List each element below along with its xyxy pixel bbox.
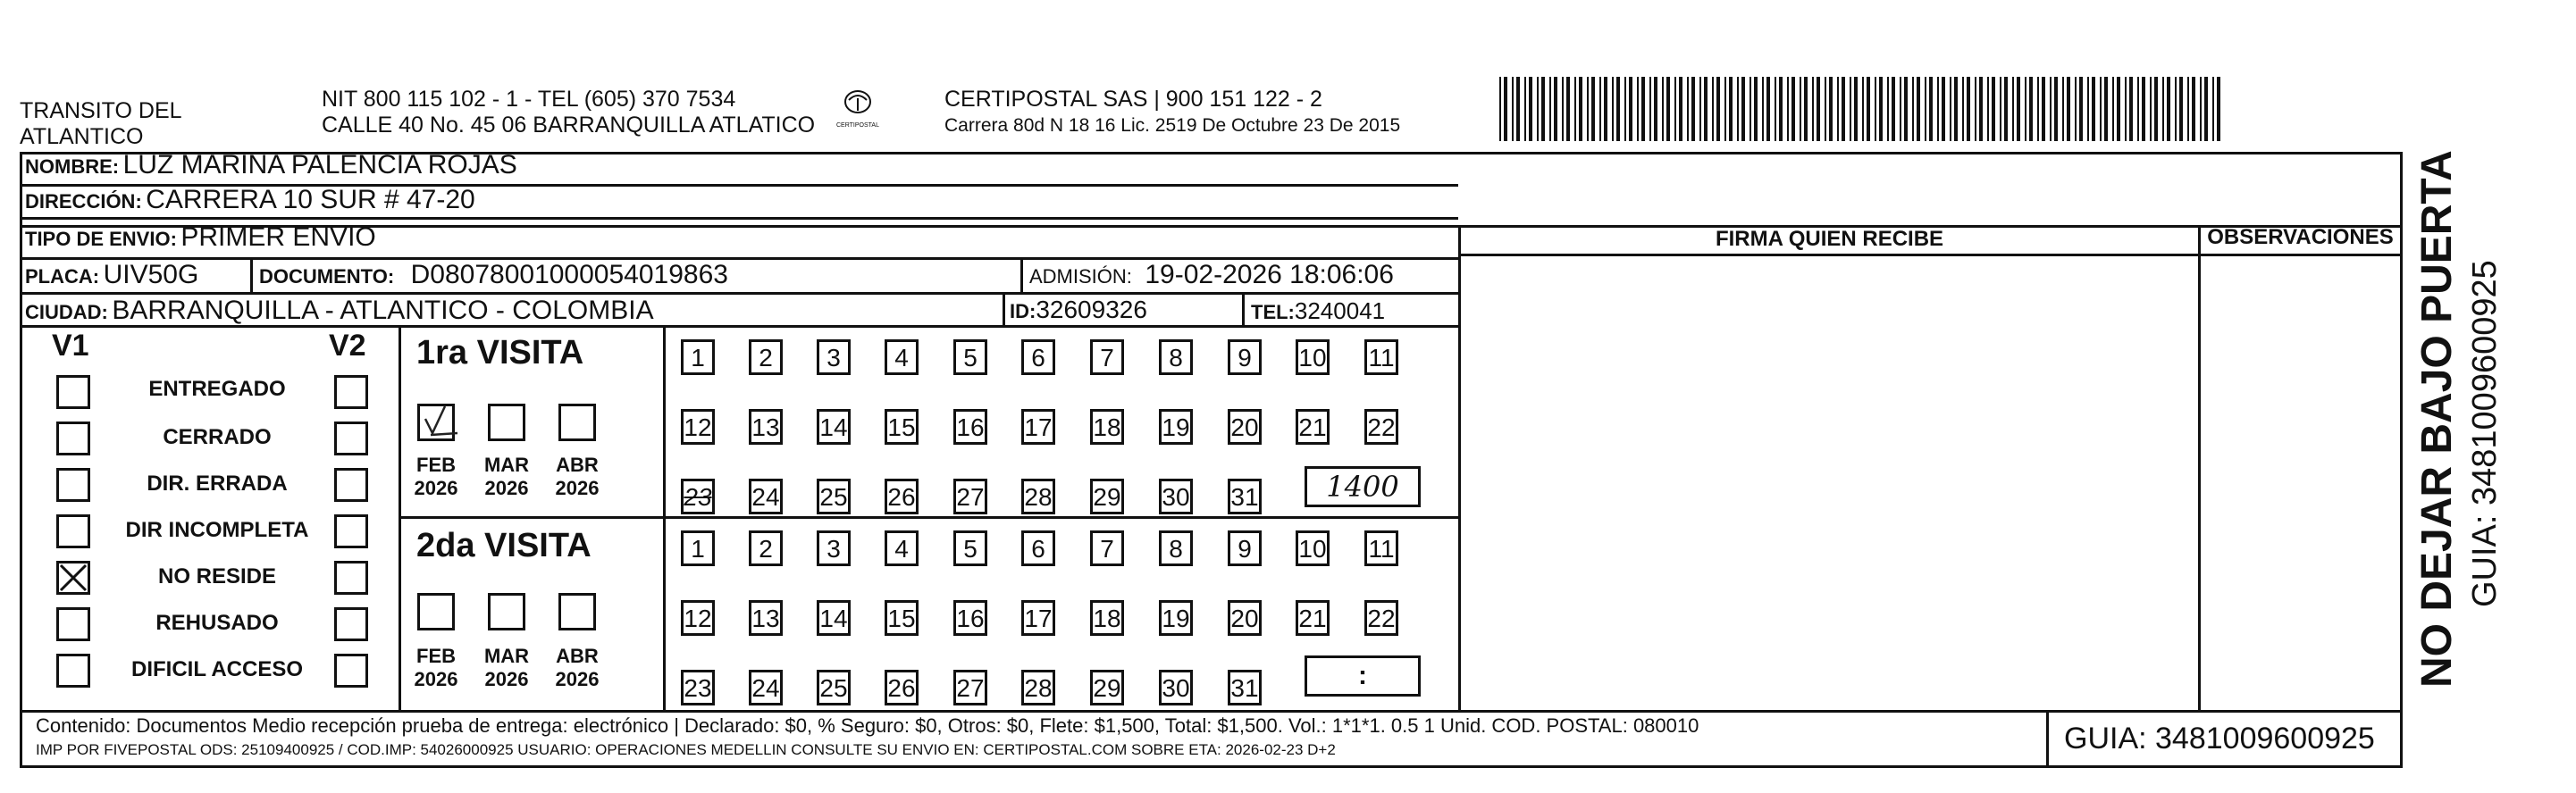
barcode-bar	[2142, 77, 2145, 141]
second-month-feb	[409, 645, 463, 691]
barcode-bar	[1912, 77, 1914, 141]
barcode-bar	[1979, 77, 1983, 141]
first-day-box[interactable]: 5	[953, 339, 987, 375]
admision-label: ADMISIÓN:	[1029, 265, 1132, 288]
barcode-bar	[1612, 77, 1614, 141]
barcode-bar	[1879, 77, 1883, 141]
status-dir-errada: DIR. ERRADA	[147, 472, 288, 496]
barcode-bar	[1892, 77, 1895, 141]
barcode-bar	[1512, 77, 1514, 141]
barcode-bar	[1875, 77, 1876, 141]
barcode-bar	[1766, 77, 1770, 141]
barcode-bar	[1962, 77, 1964, 141]
barcode-bar	[1599, 77, 1601, 141]
first-day-box[interactable]: 3	[817, 339, 851, 375]
v2-label: V2	[329, 329, 366, 363]
second-day-box[interactable]: 17	[1021, 600, 1055, 636]
first-day-box[interactable]: 31	[1228, 479, 1262, 514]
month-name: MAR	[483, 645, 530, 667]
first-abr-checkbox[interactable]	[558, 404, 596, 441]
sender-line-2: ATLANTICO	[20, 124, 144, 149]
barcode-bar	[1954, 77, 1958, 141]
barcode-bar	[1574, 77, 1576, 141]
barcode-bar	[1942, 77, 1945, 141]
barcode-bar	[2117, 77, 2120, 141]
barcode-bar	[1775, 77, 1776, 141]
first-day-box[interactable]: 6	[1021, 339, 1055, 375]
month-name: FEB	[416, 454, 456, 476]
documento-value: D08078001000054019863	[410, 260, 728, 289]
barcode-bar	[1666, 77, 1670, 141]
company-line: CERTIPOSTAL SAS | 900 151 122 - 2	[944, 87, 1322, 112]
tipo-row	[25, 222, 376, 253]
status-rehusado: REHUSADO	[155, 611, 279, 635]
barcode-bar	[1804, 77, 1808, 141]
barcode-bar	[1829, 77, 1833, 141]
documento-label: DOCUMENTO:	[259, 265, 395, 288]
barcode-bar	[2004, 77, 2008, 141]
month-year: 2026	[555, 477, 600, 499]
barcode-bar	[1616, 77, 1620, 141]
month-year: 2026	[414, 477, 458, 499]
barcode-bar	[2092, 77, 2095, 141]
nombre-row	[25, 150, 517, 180]
first-mar-checkbox[interactable]	[488, 404, 525, 441]
barcode-bar	[1817, 77, 1820, 141]
month-name: ABR	[556, 645, 599, 667]
barcode-bar	[2167, 77, 2170, 141]
barcode-bar	[1654, 77, 1657, 141]
second-visit-time-field[interactable]: :	[1305, 655, 1421, 697]
first-day-box[interactable]: 27	[953, 479, 987, 514]
status-dificil-acceso: DIFICIL ACCESO	[130, 657, 303, 681]
ciudad-value: BARRANQUILLA - ATLANTICO - COLOMBIA	[112, 296, 654, 325]
barcode-bar	[2179, 77, 2183, 141]
second-day-box[interactable]: 8	[1159, 530, 1193, 566]
month-name: MAR	[483, 454, 530, 476]
barcode-bar	[1987, 77, 1989, 141]
second-day-box[interactable]: 31	[1228, 670, 1262, 705]
barcode-bar	[1741, 77, 1745, 141]
barcode-bar	[1917, 77, 1920, 141]
second-day-box[interactable]: 3	[817, 530, 851, 566]
barcode-bar	[2154, 77, 2158, 141]
barcode-bar	[1566, 77, 1570, 141]
month-year: 2026	[484, 477, 529, 499]
barcode-bar	[1662, 77, 1664, 141]
second-day-box[interactable]: 26	[885, 670, 919, 705]
footer-guia: GUIA: 3481009600925	[2064, 722, 2375, 755]
documento-row	[259, 260, 728, 290]
second-day-box[interactable]: 5	[953, 530, 987, 566]
barcode-bar	[1749, 77, 1751, 141]
footer-contenido: Contenido: Documentos Medio recepción prueba de entrega: electrónico | Declarado: $0, % Seguro: $0, Otros: $0, Flete: $1,500, Total: $1,500. Vol.: 1*1*1. 0.5 1 Unid. COD. POSTAL: 080010	[36, 714, 1699, 737]
second-day-box[interactable]: 24	[749, 670, 783, 705]
barcode-bar	[2187, 77, 2189, 141]
barcode-bar	[2125, 77, 2127, 141]
barcode-bar	[2129, 77, 2133, 141]
observations-area[interactable]	[2201, 256, 2400, 710]
barcode-bar	[2029, 77, 2033, 141]
second-day-box[interactable]: 18	[1090, 600, 1124, 636]
second-day-box[interactable]: 9	[1228, 530, 1262, 566]
barcode-bar	[1762, 77, 1764, 141]
barcode-bar	[2075, 77, 2077, 141]
second-day-box[interactable]: 10	[1296, 530, 1330, 566]
sender-name	[20, 98, 182, 150]
direccion-value: CARRERA 10 SUR # 47-20	[146, 185, 475, 214]
barcode-bar	[1499, 77, 1501, 141]
second-day-box[interactable]: 15	[885, 600, 919, 636]
barcode-bar	[1825, 77, 1826, 141]
barcode-bar	[1992, 77, 1995, 141]
second-day-box[interactable]: 16	[953, 600, 987, 636]
barcode-bar	[1800, 77, 1801, 141]
second-day-box[interactable]: 22	[1364, 600, 1398, 636]
second-day-box[interactable]: 30	[1159, 670, 1193, 705]
second-day-box[interactable]: 7	[1090, 530, 1124, 566]
nombre-label: NOMBRE:	[25, 155, 120, 178]
second-month-abr	[550, 645, 604, 691]
barcode-bar	[2192, 77, 2195, 141]
barcode-bar	[1950, 77, 1951, 141]
first-day-box[interactable]: 25	[817, 479, 851, 514]
address-line: CALLE 40 No. 45 06 BARRANQUILLA ATLATICO	[322, 113, 816, 138]
barcode-bar	[1704, 77, 1708, 141]
barcode-bar	[1854, 77, 1858, 141]
barcode-bar	[1629, 77, 1632, 141]
first-day-box[interactable]: 12	[681, 409, 715, 445]
barcode-bar	[1637, 77, 1639, 141]
sender-info	[322, 87, 815, 138]
barcode-bar	[1975, 77, 1976, 141]
barcode-bar	[2212, 77, 2214, 141]
barcode-bar	[1716, 77, 1720, 141]
firma-header: FIRMA QUIEN RECIBE	[1715, 227, 1944, 251]
barcode-bar	[2100, 77, 2102, 141]
first-day-box[interactable]: 20	[1228, 409, 1262, 445]
first-month-mar	[480, 454, 533, 500]
first-day-box[interactable]: 29	[1090, 479, 1124, 514]
barcode-bar	[1925, 77, 1926, 141]
company-info	[944, 87, 1400, 138]
barcode-bar	[1529, 77, 1532, 141]
barcode-bar	[1837, 77, 1839, 141]
barcode-bar	[1867, 77, 1870, 141]
barcode-bar	[2037, 77, 2039, 141]
status-no-reside: NO RESIDE	[157, 564, 277, 588]
barcode-bar	[1937, 77, 1939, 141]
second-day-box[interactable]: 20	[1228, 600, 1262, 636]
barcode-bar	[2062, 77, 2064, 141]
direccion-label: DIRECCIÓN:	[25, 190, 142, 213]
month-year: 2026	[414, 668, 458, 690]
no-dejar-warning: NO DEJAR BAJO PUERTA	[2413, 150, 2461, 688]
barcode-bar	[1779, 77, 1783, 141]
barcode-bar	[2217, 77, 2220, 141]
second-day-box[interactable]: 23	[681, 670, 715, 705]
barcode-bar	[1862, 77, 1864, 141]
second-day-box[interactable]: 29	[1090, 670, 1124, 705]
barcode-bar	[1887, 77, 1889, 141]
barcode-bar	[2079, 77, 2083, 141]
footer-imp: IMP POR FIVEPOSTAL ODS: 25109400925 / COD.IMP: 54026000925 USUARIO: OPERACIONES MEDELLIN CONSULTE SU ENVIO EN: CERTIPOSTAL.COM SOBRE ETA: 2026-02-23 D+2	[36, 741, 1336, 758]
barcode-bar	[1516, 77, 1520, 141]
tel-label: TEL:	[1251, 301, 1295, 323]
first-day-box[interactable]: 4	[885, 339, 919, 375]
second-day-box[interactable]: 12	[681, 600, 715, 636]
first-day-box[interactable]: 26	[885, 479, 919, 514]
second-day-box[interactable]: 4	[885, 530, 919, 566]
second-day-box[interactable]: 13	[749, 600, 783, 636]
first-day-box[interactable]: 7	[1090, 339, 1124, 375]
license-line: Carrera 80d N 18 16 Lic. 2519 De Octubre 23 De 2015	[944, 115, 1401, 136]
nombre-value: LUZ MARINA PALENCIA ROJAS	[122, 150, 517, 179]
barcode-bar	[1691, 77, 1695, 141]
barcode-bar	[1554, 77, 1557, 141]
barcode-bar	[1604, 77, 1607, 141]
barcode-bar	[1850, 77, 1851, 141]
barcode-bar	[2050, 77, 2052, 141]
barcode-bar	[1649, 77, 1651, 141]
second-day-box[interactable]: 2	[749, 530, 783, 566]
signature-area[interactable]	[1461, 256, 2198, 710]
barcode-icon	[1499, 77, 2225, 141]
direccion-row	[25, 185, 475, 215]
first-day-box[interactable]: 19	[1159, 409, 1193, 445]
second-mar-checkbox[interactable]	[488, 593, 525, 630]
second-day-box[interactable]: 28	[1021, 670, 1055, 705]
ciudad-label: CIUDAD:	[25, 301, 108, 323]
barcode-bar	[1729, 77, 1733, 141]
checkmark-icon	[418, 403, 463, 438]
first-day-box[interactable]: 24	[749, 479, 783, 514]
second-abr-checkbox[interactable]	[558, 593, 596, 630]
barcode-bar	[1754, 77, 1758, 141]
barcode-bar	[1842, 77, 1845, 141]
barcode-bar	[1541, 77, 1545, 141]
barcode-bar	[1562, 77, 1564, 141]
barcode-bar	[1900, 77, 1901, 141]
barcode-bar	[1587, 77, 1589, 141]
admision-row	[1029, 260, 1394, 290]
second-feb-checkbox[interactable]	[417, 593, 455, 630]
barcode-bar	[1591, 77, 1595, 141]
first-day-box[interactable]: 22	[1364, 409, 1398, 445]
month-name: ABR	[556, 454, 599, 476]
barcode-bar	[2067, 77, 2070, 141]
month-name: FEB	[416, 645, 456, 667]
second-day-box[interactable]: 14	[817, 600, 851, 636]
barcode-bar	[2150, 77, 2152, 141]
barcode-bar	[1679, 77, 1682, 141]
barcode-bar	[2137, 77, 2139, 141]
barcode-bar	[2054, 77, 2058, 141]
barcode-bar	[1712, 77, 1714, 141]
barcode-bar	[2025, 77, 2026, 141]
first-day-box[interactable]: 13	[749, 409, 783, 445]
tel-row	[1251, 297, 1385, 325]
barcode-bar	[1687, 77, 1689, 141]
first-day-box[interactable]: 2	[749, 339, 783, 375]
barcode-bar	[1579, 77, 1582, 141]
logo-text: CERTIPOSTAL	[836, 122, 879, 129]
barcode-bar	[2012, 77, 2014, 141]
second-day-box[interactable]: 6	[1021, 530, 1055, 566]
second-visit-title: 2da VISITA	[416, 527, 592, 564]
first-day-box[interactable]: 28	[1021, 479, 1055, 514]
barcode-bar	[1699, 77, 1701, 141]
ciudad-row	[25, 296, 654, 326]
barcode-bar	[1504, 77, 1507, 141]
id-value: 32609326	[1036, 296, 1147, 323]
barcode-bar	[1737, 77, 1739, 141]
barcode-bar	[2042, 77, 2045, 141]
second-day-box[interactable]: 1	[681, 530, 715, 566]
barcode-bar	[2162, 77, 2164, 141]
status-entregado: ENTREGADO	[148, 377, 286, 401]
barcode-bar	[2175, 77, 2177, 141]
first-visit-time-field[interactable]: 1400	[1305, 466, 1421, 507]
barcode-bar	[2112, 77, 2114, 141]
second-day-box[interactable]: 11	[1364, 530, 1398, 566]
tipo-value: PRIMER ENVIO	[180, 222, 376, 252]
first-month-feb	[409, 454, 463, 500]
second-day-box[interactable]: 21	[1296, 600, 1330, 636]
barcode-bar	[1549, 77, 1551, 141]
first-visit-title: 1ra VISITA	[416, 334, 584, 371]
barcode-bar	[1787, 77, 1789, 141]
barcode-bar	[2104, 77, 2108, 141]
barcode-bar	[1624, 77, 1626, 141]
first-day-box[interactable]: 8	[1159, 339, 1193, 375]
barcode-bar	[1929, 77, 1933, 141]
month-year: 2026	[555, 668, 600, 690]
barcode-bar	[2204, 77, 2208, 141]
status-dir-incompleta: DIR INCOMPLETA	[125, 518, 309, 542]
barcode-bar	[1537, 77, 1539, 141]
side-guia: GUIA: 3481009600925	[2466, 260, 2504, 607]
barcode-bar	[1791, 77, 1795, 141]
second-day-box[interactable]: 25	[817, 670, 851, 705]
first-day-box[interactable]: 21	[1296, 409, 1330, 445]
first-feb-checkbox[interactable]	[417, 404, 455, 441]
placa-value: UIV50G	[103, 260, 199, 289]
placa-row	[25, 260, 198, 290]
barcode-bar	[1674, 77, 1676, 141]
observaciones-header: OBSERVACIONES	[2207, 225, 2394, 249]
placa-label: PLACA:	[25, 265, 100, 288]
barcode-bar	[2000, 77, 2001, 141]
first-day-box[interactable]: 30	[1159, 479, 1193, 514]
first-day-box[interactable]: 17	[1021, 409, 1055, 445]
first-day-box[interactable]: 15	[885, 409, 919, 445]
id-label: ID:	[1010, 300, 1036, 322]
nit-line: NIT 800 115 102 - 1 - TEL (605) 370 7534	[322, 87, 736, 112]
v1-label: V1	[52, 329, 89, 363]
first-day-box[interactable]: 14	[817, 409, 851, 445]
first-day-box[interactable]: 9	[1228, 339, 1262, 375]
second-month-mar	[480, 645, 533, 691]
barcode-bar	[1724, 77, 1726, 141]
first-day-box[interactable]: 16	[953, 409, 987, 445]
barcode-bar	[1812, 77, 1814, 141]
barcode-bar	[2087, 77, 2089, 141]
first-month-abr	[550, 454, 604, 500]
first-day-box[interactable]: 1	[681, 339, 715, 375]
certipostal-logo	[835, 88, 880, 141]
first-day-box[interactable]: 18	[1090, 409, 1124, 445]
barcode-bar	[1641, 77, 1645, 141]
barcode-bar	[2200, 77, 2202, 141]
first-day-box[interactable]: 23	[681, 479, 715, 514]
tipo-label: TIPO DE ENVIO:	[25, 228, 177, 250]
barcode-bar	[1524, 77, 1526, 141]
admision-value: 19-02-2026 18:06:06	[1145, 260, 1394, 289]
first-day-box[interactable]: 11	[1364, 339, 1398, 375]
barcode-bar	[1904, 77, 1908, 141]
second-day-box[interactable]: 27	[953, 670, 987, 705]
barcode-bar	[2017, 77, 2020, 141]
second-day-box[interactable]: 19	[1159, 600, 1193, 636]
sender-line-1: TRANSITO DEL	[20, 98, 182, 123]
tel-value: 3240041	[1294, 297, 1386, 324]
status-cerrado: CERRADO	[163, 425, 272, 449]
id-row	[1010, 296, 1147, 324]
month-year: 2026	[484, 668, 529, 690]
first-day-box[interactable]: 10	[1296, 339, 1330, 375]
barcode-bar	[1967, 77, 1970, 141]
